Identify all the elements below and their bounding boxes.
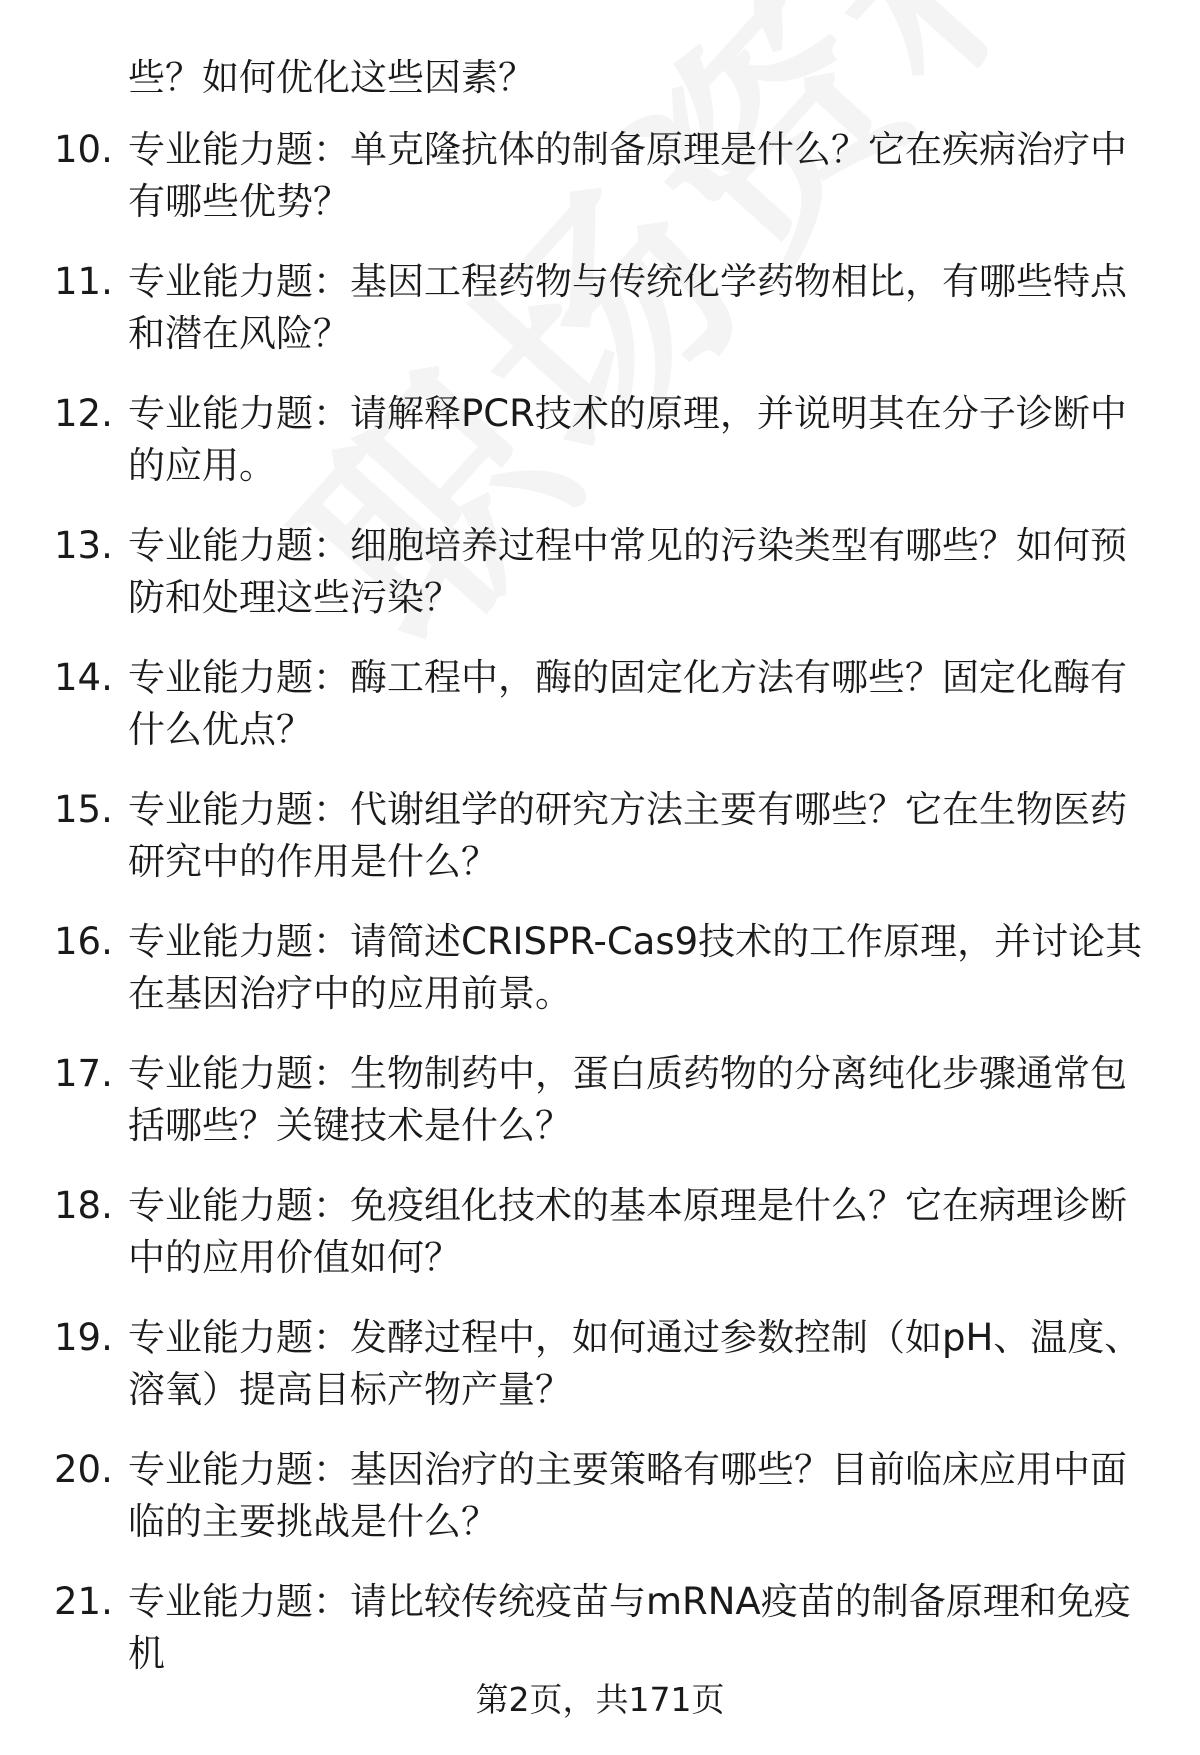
list-item (0, 1444, 1200, 1548)
list-item (0, 784, 1200, 888)
item-number: 15. (54, 788, 113, 831)
item-number: 14. (54, 656, 113, 699)
item-number: 17. (54, 1052, 113, 1095)
item-number: 13. (54, 524, 113, 567)
item-text: 专业能力题：单克隆抗体的制备原理是什么？它在疾病治疗中有哪些优势？ (128, 128, 1127, 223)
item-text: 专业能力题：基因治疗的主要策略有哪些？目前临床应用中面临的主要挑战是什么？ (128, 1448, 1127, 1543)
list-item (0, 1576, 1200, 1680)
list-item (0, 1180, 1200, 1284)
list-item (0, 1312, 1200, 1416)
list-item (0, 124, 1200, 228)
item-number: 10. (54, 128, 113, 171)
item-text: 专业能力题：酶工程中，酶的固定化方法有哪些？固定化酶有什么优点？ (128, 656, 1127, 751)
item-number: 18. (54, 1184, 113, 1227)
list-item (0, 256, 1200, 360)
question-list (0, 52, 1200, 1708)
list-item (0, 652, 1200, 756)
item-number: 19. (54, 1316, 113, 1359)
list-item (0, 388, 1200, 492)
page-footer: 第2页，共171页 (475, 1680, 725, 1719)
item-text: 专业能力题：请比较传统疫苗与mRNA疫苗的制备原理和免疫机 (128, 1580, 1131, 1675)
item-text: 专业能力题：基因工程药物与传统化学药物相比，有哪些特点和潜在风险？ (128, 260, 1127, 355)
list-item (0, 1048, 1200, 1152)
item-number: 21. (54, 1580, 113, 1623)
item-number: 20. (54, 1448, 113, 1491)
item-number: 12. (54, 392, 113, 435)
item-text: 专业能力题：代谢组学的研究方法主要有哪些？它在生物医药研究中的作用是什么？ (128, 788, 1127, 883)
item-text: 专业能力题：免疫组化技术的基本原理是什么？它在病理诊断中的应用价值如何？ (128, 1184, 1127, 1279)
item-text: 专业能力题：请简述CRISPR-Cas9技术的工作原理，并讨论其在基因治疗中的应用前景。 (128, 920, 1143, 1015)
item-text: 专业能力题：生物制药中，蛋白质药物的分离纯化步骤通常包括哪些？关键技术是什么？ (128, 1052, 1127, 1147)
list-item (0, 916, 1200, 1020)
item-number: 16. (54, 920, 113, 963)
item-text: 专业能力题：请解释PCR技术的原理，并说明其在分子诊断中的应用。 (128, 392, 1127, 487)
item-number: 11. (54, 260, 113, 303)
continuation-line (0, 52, 1200, 104)
item-text: 专业能力题：细胞培养过程中常见的污染类型有哪些？如何预防和处理这些污染？ (128, 524, 1127, 619)
item-text: 专业能力题：发酵过程中，如何通过参数控制（如pH、温度、溶氧）提高目标产物产量？ (128, 1316, 1142, 1411)
continuation-text: 些？如何优化这些因素？ (128, 56, 535, 99)
list-item (0, 520, 1200, 624)
